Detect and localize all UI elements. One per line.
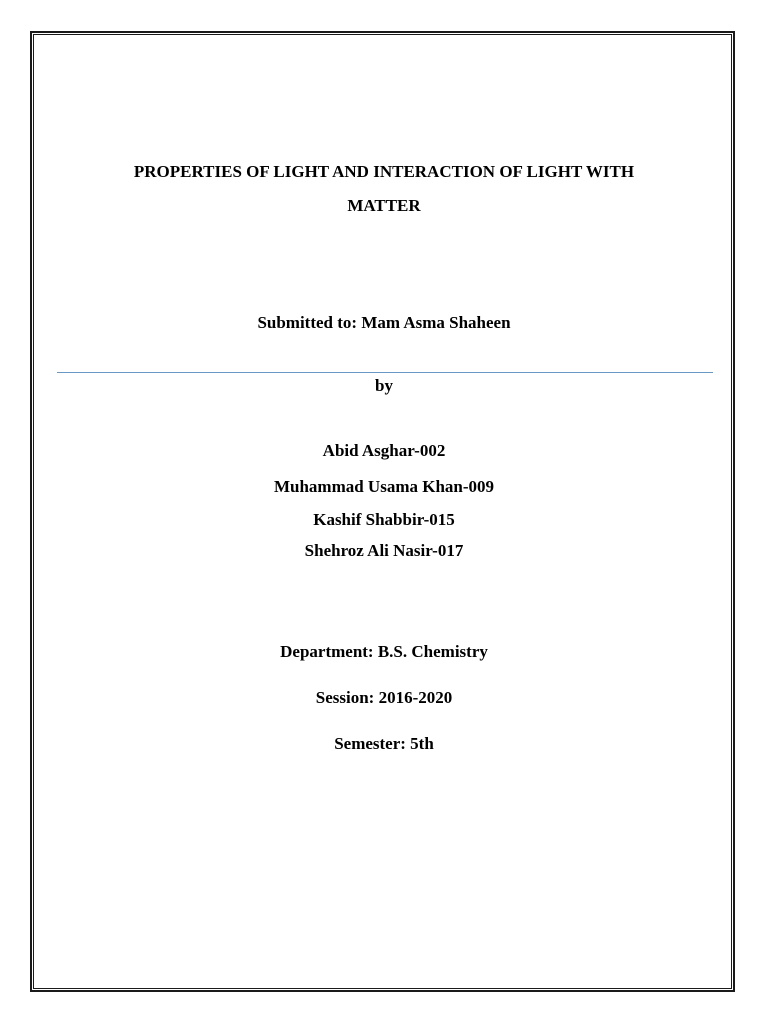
author-name: Shehroz Ali Nasir-017 bbox=[304, 541, 464, 560]
session: Session: 2016-2020 bbox=[315, 688, 453, 707]
document-title-line-2: MATTER bbox=[347, 196, 421, 215]
horizontal-rule bbox=[57, 372, 713, 373]
document-title-line-1: PROPERTIES OF LIGHT AND INTERACTION OF LIGHT WITH bbox=[133, 162, 635, 181]
semester: Semester: 5th bbox=[334, 734, 434, 753]
by-label: by bbox=[375, 376, 393, 395]
submitted-to: Submitted to: Mam Asma Shaheen bbox=[257, 313, 511, 332]
author-name: Muhammad Usama Khan-009 bbox=[273, 477, 495, 496]
author-name: Kashif Shabbir-015 bbox=[313, 510, 455, 529]
department: Department: B.S. Chemistry bbox=[280, 642, 488, 661]
author-name: Abid Asghar-002 bbox=[322, 441, 446, 460]
